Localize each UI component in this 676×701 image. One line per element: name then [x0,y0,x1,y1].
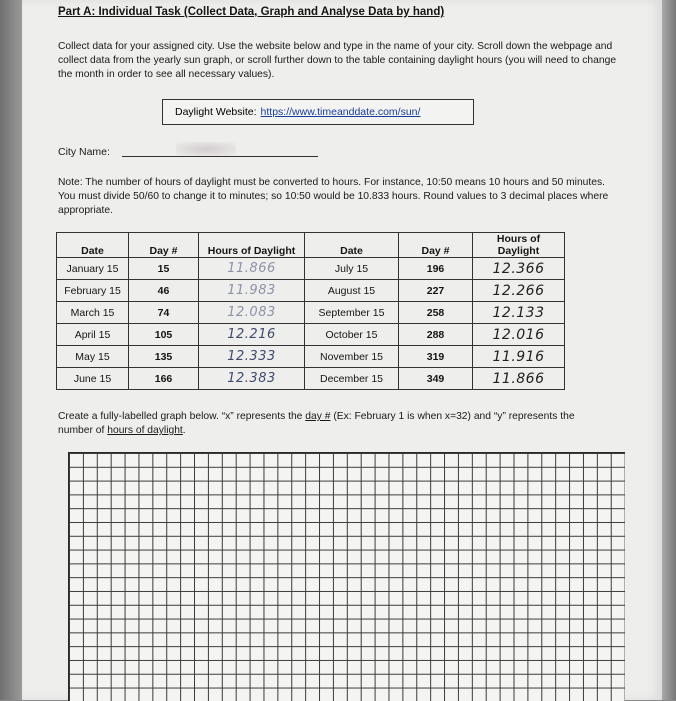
photo-shadow-left [0,0,22,700]
header-hours-2: Hours of Daylight [473,233,565,258]
graph-paper-grid[interactable] [68,452,625,701]
hours-cell[interactable] [199,280,305,302]
day-cell: 46 [129,280,199,302]
table-row [57,280,565,302]
date-cell: April 15 [57,324,129,346]
date-cell: June 15 [57,368,129,390]
website-label: Daylight Website: [175,106,257,118]
hours-cell[interactable] [199,346,305,368]
hours-cell[interactable] [199,368,305,390]
header-date-2: Date [305,233,399,258]
daylight-table [56,232,565,390]
hours-cell[interactable] [473,324,565,346]
hours-cell[interactable] [473,258,565,280]
handwritten-hours: 12.133 [492,304,545,321]
day-cell: 105 [129,324,199,346]
caption-hours-underlined: hours of daylight [107,425,183,436]
hours-cell[interactable] [473,302,565,324]
table-row [57,324,565,346]
caption-day-underlined: day # [305,411,331,422]
date-cell: November 15 [305,346,399,368]
day-cell: 288 [399,324,473,346]
hours-cell[interactable] [199,258,305,280]
day-cell: 15 [129,258,199,280]
header-date: Date [57,233,129,258]
city-name-label: City Name: [58,146,110,158]
day-cell: 74 [129,302,199,324]
handwritten-hours: 11.866 [492,370,545,387]
day-cell: 319 [399,346,473,368]
photo-shadow-right [662,0,676,700]
table-row [57,258,565,280]
date-cell: March 15 [57,302,129,324]
day-cell: 196 [399,258,473,280]
date-cell: September 15 [305,302,399,324]
date-cell: January 15 [57,258,129,280]
hours-cell[interactable] [473,368,565,390]
handwritten-hours: 12.266 [492,282,545,299]
table-row [57,346,565,368]
handwritten-hours: 11.983 [227,283,276,298]
day-cell: 349 [399,368,473,390]
day-cell: 227 [399,280,473,302]
table-row [57,368,565,390]
website-box [162,99,474,125]
day-cell: 166 [129,368,199,390]
hours-cell[interactable] [473,346,565,368]
date-cell: July 15 [305,258,399,280]
table-row [57,302,565,324]
date-cell: December 15 [305,368,399,390]
graph-instructions [58,410,598,438]
erased-smudge [176,142,236,156]
instructions-paragraph: Collect data for your assigned city. Use the website below and type in the name of your city. Scroll down the webpage and collect data from the yearly sun graph, or scroll further down to the table containing daylight hours (you will need to change the month in order to see all necessary values). [58,41,617,80]
handwritten-hours: 12.366 [492,260,545,277]
city-name-field[interactable] [122,156,318,157]
website-link[interactable]: https://www.timeanddate.com/sun/ [260,106,421,118]
hours-cell[interactable] [473,280,565,302]
date-cell: October 15 [305,324,399,346]
handwritten-hours: 12.216 [227,327,276,342]
table-header-row [57,233,565,258]
hours-cell[interactable] [199,324,305,346]
caption-text-1: Create a fully-labelled graph below. “x” represents the [58,411,306,422]
handwritten-hours: 12.383 [227,371,276,386]
date-cell: May 15 [57,346,129,368]
header-day-2: Day # [399,233,473,258]
day-cell: 135 [129,346,199,368]
date-cell: August 15 [305,280,399,302]
handwritten-hours: 12.016 [492,326,545,343]
handwritten-hours: 11.866 [227,261,276,276]
header-day: Day # [129,233,199,258]
day-cell: 258 [399,302,473,324]
caption-text-3: . [182,425,186,436]
handwritten-hours: 11.916 [492,348,545,365]
date-cell: February 15 [57,280,129,302]
handwritten-hours: 12.083 [227,305,276,320]
caption-text-2: (Ex: February 1 is when x=32) and “y” represents the number of [58,411,575,436]
note-paragraph: Note: The number of hours of daylight must be converted to hours. For instance, 10:50 means 10 hours and 50 minutes. You must divide 50/60 to change it to minutes; so 10:50 would be 10.833 hours. Round values to 3 decimal places where appropriate. [58,177,609,216]
page-title: Part A: Individual Task (Collect Data, Graph and Analyse Data by hand) [58,6,445,18]
header-hours: Hours of Daylight [199,233,305,258]
hours-cell[interactable] [199,302,305,324]
handwritten-hours: 12.333 [227,349,276,364]
